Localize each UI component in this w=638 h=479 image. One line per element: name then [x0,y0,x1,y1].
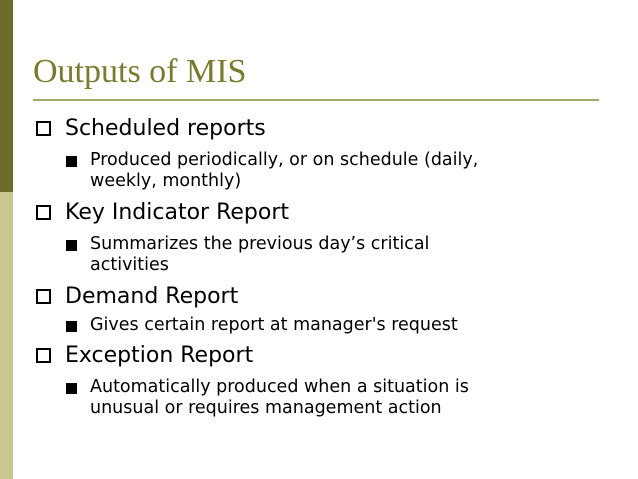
bullet-item-key-indicator-report [36,199,289,227]
bullet-heading: Exception Report [65,343,254,368]
sub-bullet-item [66,150,478,192]
sub-bullet-item [66,315,458,336]
filled-square-bullet-icon [66,156,77,167]
square-bullet-icon [36,121,51,136]
sub-bullet-line: Summarizes the previous day’s critical [90,234,430,254]
square-bullet-icon [36,348,51,363]
sub-bullet-line: activities [90,255,169,275]
bullet-heading: Demand Report [65,284,239,309]
filled-square-bullet-icon [66,240,77,251]
title-divider [33,99,599,101]
sub-bullet-line: Produced periodically, or on schedule (daily, [90,150,479,170]
bullet-item-scheduled-reports [36,115,266,143]
sidebar-accent-light [0,192,13,479]
filled-square-bullet-icon [66,383,77,394]
bullet-heading: Scheduled reports [65,116,266,141]
sub-bullet-line: unusual or requires management action [90,398,442,418]
bullet-item-demand-report [36,283,238,311]
square-bullet-icon [36,289,51,304]
sub-bullet-item [66,377,469,419]
sidebar-accent-dark [0,0,13,192]
bullet-heading: Key Indicator Report [65,200,290,225]
square-bullet-icon [36,205,51,220]
filled-square-bullet-icon [66,321,77,332]
sub-bullet-item [66,234,429,276]
bullet-item-exception-report [36,342,253,370]
sub-bullet-line: Automatically produced when a situation is [90,377,469,397]
sub-bullet-line: weekly, monthly) [90,171,242,191]
slide-title: Outputs of MIS [33,53,247,90]
sub-bullet-line: Gives certain report at manager's request [90,315,458,335]
